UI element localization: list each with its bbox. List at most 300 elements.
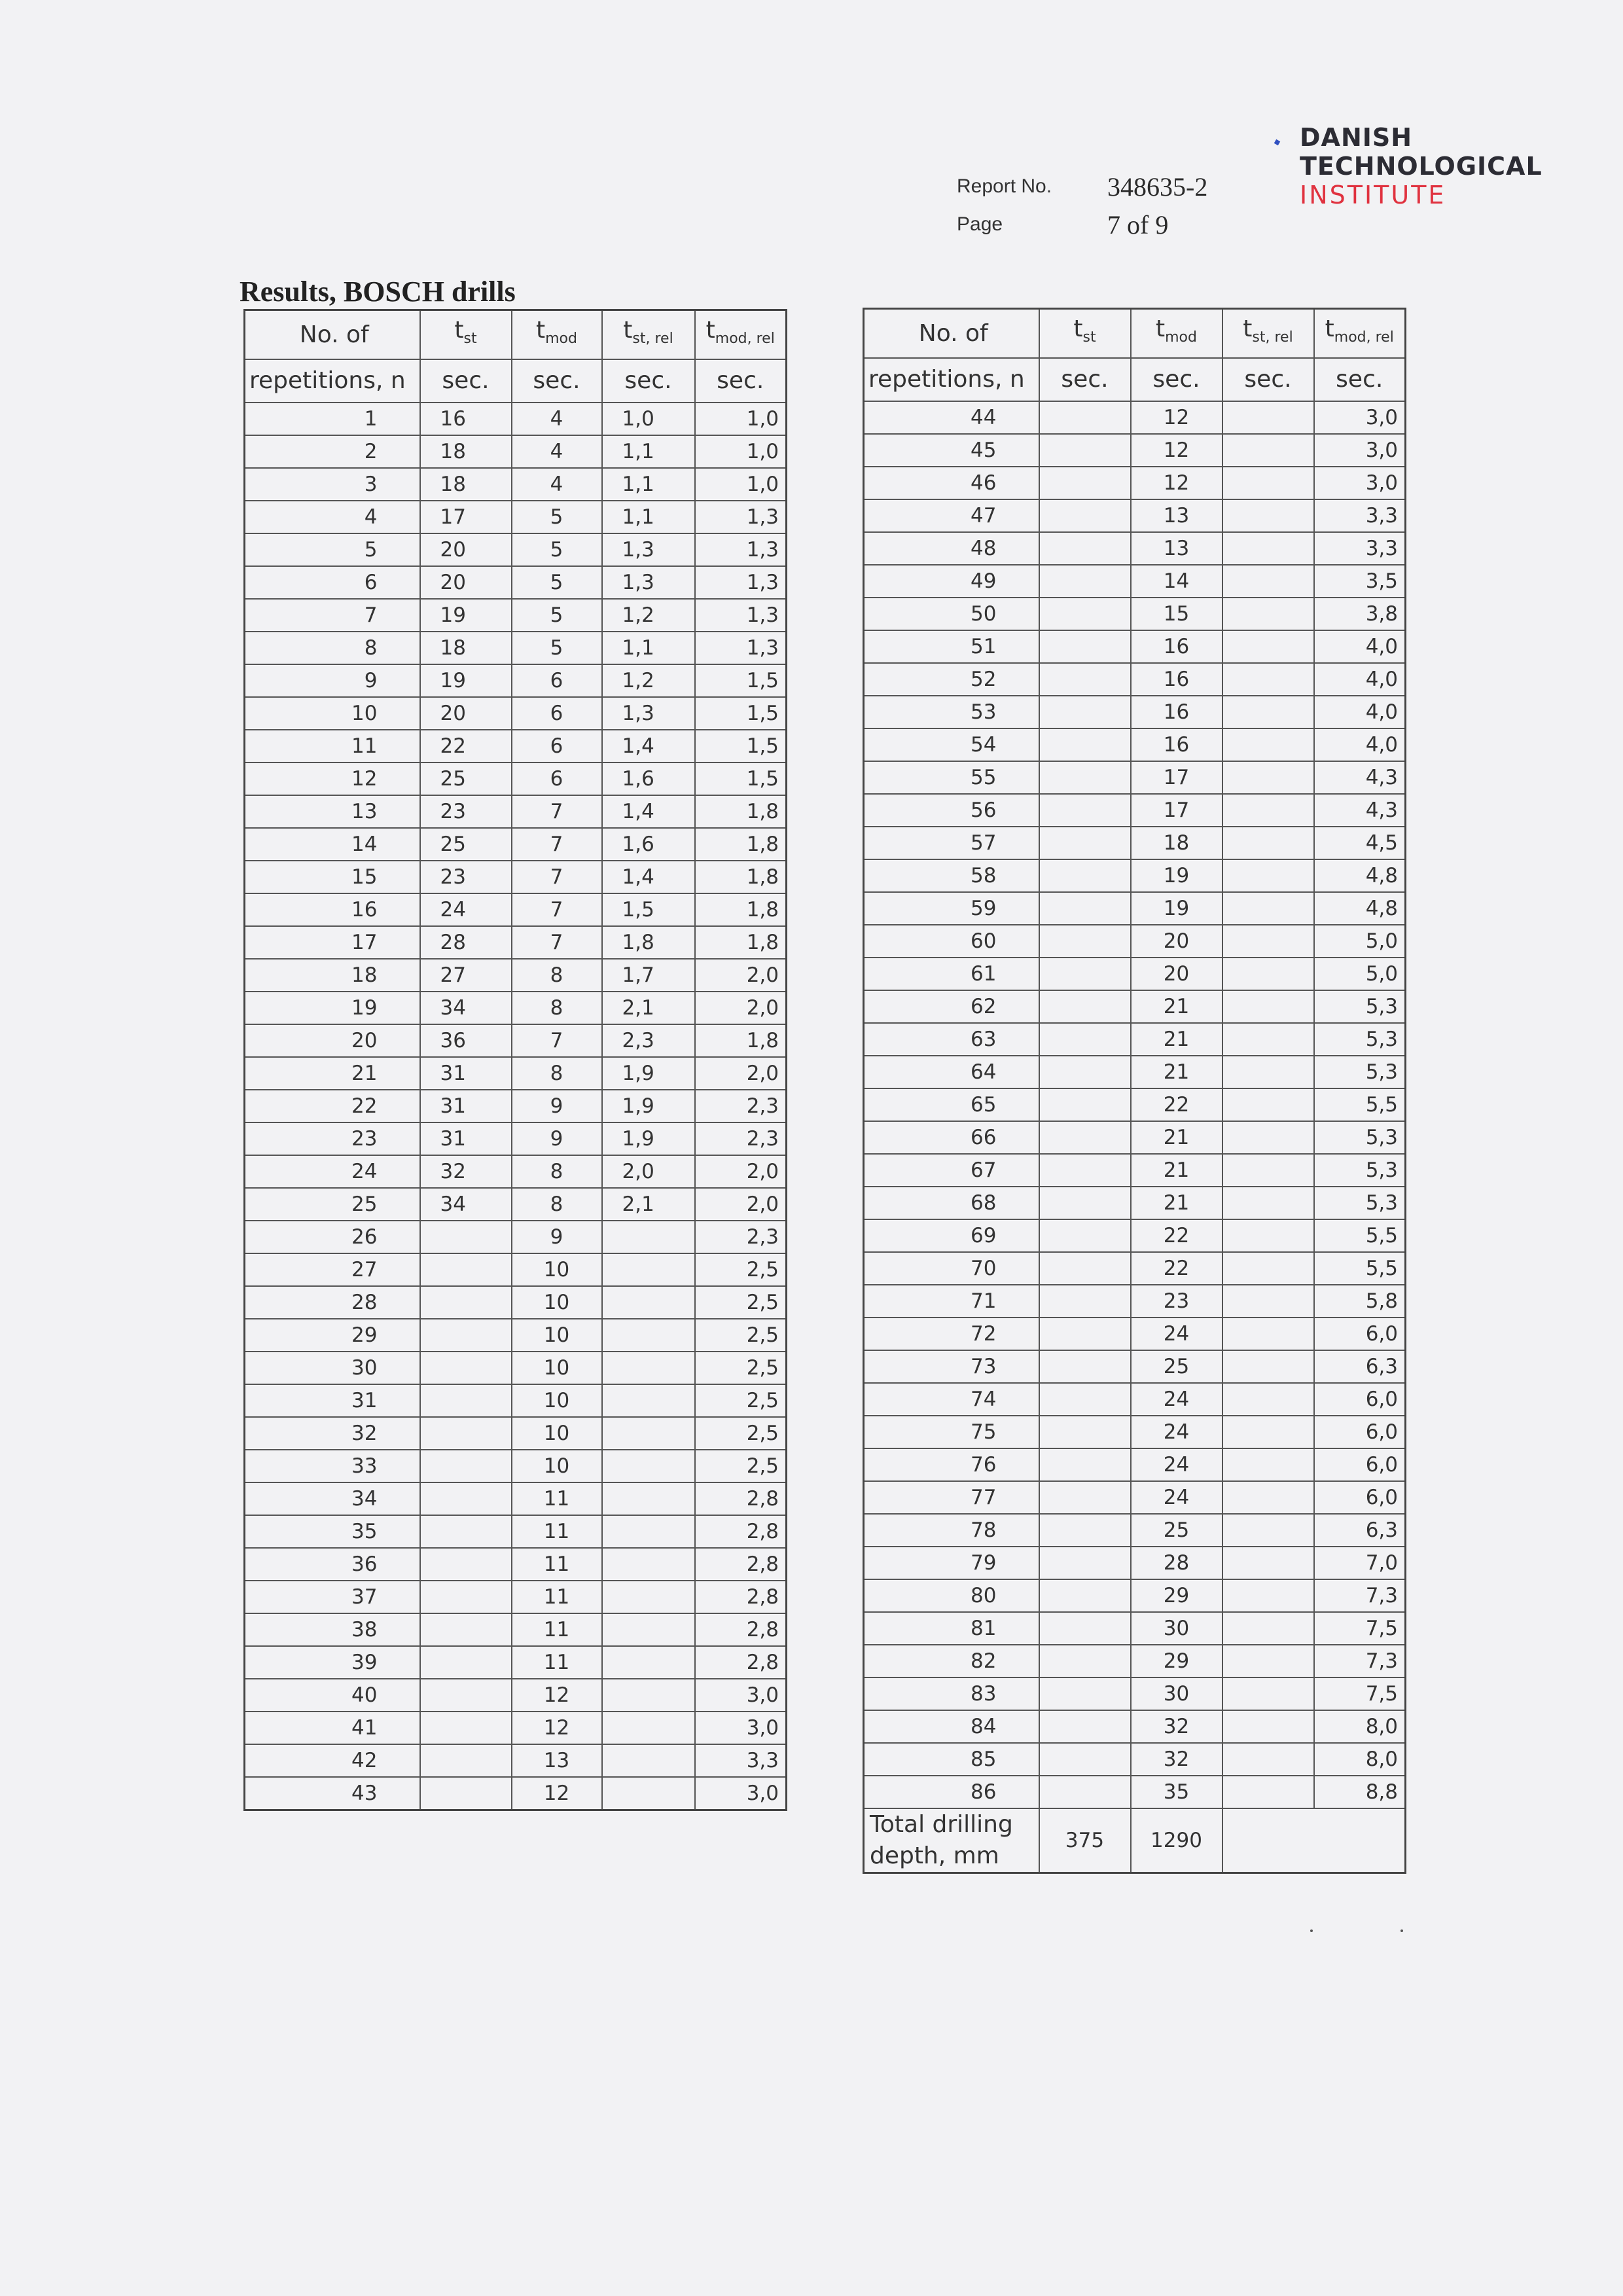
table-row [864, 598, 1406, 630]
cell-n: 71 [864, 1285, 1039, 1318]
cell-n: 58 [864, 859, 1039, 892]
cell-t-st-rel [1222, 1252, 1314, 1285]
table-row [245, 566, 787, 599]
cell-t-mod-rel: 2,0 [695, 959, 787, 992]
table-row [245, 1253, 787, 1286]
cell-t-st [1039, 1612, 1131, 1645]
cell-n: 5 [245, 533, 420, 566]
cell-t-mod: 7 [512, 828, 602, 861]
cell-t-st [1039, 794, 1131, 827]
cell-t-st-rel [1222, 1219, 1314, 1252]
cell-n: 42 [245, 1744, 420, 1777]
cell-t-mod-rel: 5,3 [1314, 1187, 1406, 1219]
cell-t-st-rel: 1,9 [602, 1057, 695, 1090]
cell-t-st [420, 1450, 512, 1482]
cell-n: 46 [864, 467, 1039, 499]
cell-t-st: 22 [420, 730, 512, 762]
cell-t-st: 19 [420, 599, 512, 632]
cell-t-mod: 21 [1131, 1154, 1222, 1187]
table-row [245, 1024, 787, 1057]
cell-t-mod: 9 [512, 1122, 602, 1155]
cell-n: 10 [245, 697, 420, 730]
table-row [245, 1712, 787, 1744]
cell-t-mod: 22 [1131, 1252, 1222, 1285]
cell-n: 16 [245, 893, 420, 926]
cell-t-st-rel: 1,4 [602, 795, 695, 828]
cell-n: 81 [864, 1612, 1039, 1645]
cell-t-mod: 21 [1131, 990, 1222, 1023]
table-row [245, 1319, 787, 1352]
cell-n: 55 [864, 761, 1039, 794]
cell-t-mod-rel: 2,5 [695, 1286, 787, 1319]
cell-n: 14 [245, 828, 420, 861]
cell-t-mod: 6 [512, 762, 602, 795]
cell-t-st-rel: 1,2 [602, 599, 695, 632]
cell-t-st [1039, 1056, 1131, 1088]
cell-t-mod-rel: 1,3 [695, 501, 787, 533]
header-unit: sec. [1039, 358, 1131, 401]
cell-t-mod-rel: 2,8 [695, 1482, 787, 1515]
cell-t-mod: 6 [512, 730, 602, 762]
logo-line-1: DANISH [1300, 123, 1413, 152]
cell-t-mod-rel: 2,5 [695, 1417, 787, 1450]
cell-t-mod-rel: 1,8 [695, 795, 787, 828]
cell-n: 38 [245, 1613, 420, 1646]
cell-t-mod: 18 [1131, 827, 1222, 859]
cell-t-st-rel: 2,3 [602, 1024, 695, 1057]
cell-t-st-rel [1222, 728, 1314, 761]
cell-n: 49 [864, 565, 1039, 598]
cell-t-st-rel [602, 1744, 695, 1777]
total-t-st: 375 [1039, 1808, 1131, 1873]
cell-t-mod-rel: 2,3 [695, 1122, 787, 1155]
cell-n: 72 [864, 1318, 1039, 1350]
cell-n: 43 [245, 1777, 420, 1810]
header-unit: sec. [512, 359, 602, 403]
left-table-body [245, 403, 787, 1810]
cell-t-st [1039, 1154, 1131, 1187]
cell-t-st-rel: 1,2 [602, 664, 695, 697]
cell-t-st [1039, 696, 1131, 728]
table-row [245, 1646, 787, 1679]
cell-t-mod-rel: 2,8 [695, 1548, 787, 1581]
cell-t-mod: 25 [1131, 1350, 1222, 1383]
cell-t-mod-rel: 7,5 [1314, 1677, 1406, 1710]
report-info [957, 168, 1207, 243]
cell-t-st-rel [1222, 1743, 1314, 1776]
cell-t-mod-rel: 4,0 [1314, 663, 1406, 696]
cell-n: 61 [864, 958, 1039, 990]
cell-t-mod: 16 [1131, 630, 1222, 663]
cell-n: 78 [864, 1514, 1039, 1547]
cell-t-st-rel [1222, 499, 1314, 532]
cell-t-st [1039, 467, 1131, 499]
cell-t-mod-rel: 3,5 [1314, 565, 1406, 598]
cell-t-st-rel [1222, 1056, 1314, 1088]
cell-t-st-rel [602, 1384, 695, 1417]
cell-t-mod-rel: 4,5 [1314, 827, 1406, 859]
cell-t-mod-rel: 5,8 [1314, 1285, 1406, 1318]
cell-t-st-rel: 1,8 [602, 926, 695, 959]
cell-t-st [420, 1417, 512, 1450]
cell-t-st-rel [1222, 598, 1314, 630]
header-t-st-rel: $t_{st, rel}$ [602, 310, 695, 360]
cell-t-mod: 24 [1131, 1416, 1222, 1448]
cell-t-mod-rel: 3,3 [1314, 499, 1406, 532]
cell-n: 37 [245, 1581, 420, 1613]
cell-t-mod-rel: 1,3 [695, 632, 787, 664]
cell-t-st [1039, 925, 1131, 958]
cell-t-st: 28 [420, 926, 512, 959]
cell-t-st-rel: 1,3 [602, 566, 695, 599]
cell-n: 26 [245, 1221, 420, 1253]
cell-t-st-rel [602, 1581, 695, 1613]
cell-t-st: 16 [420, 403, 512, 435]
cell-t-st-rel [1222, 892, 1314, 925]
cell-n: 64 [864, 1056, 1039, 1088]
cell-t-st [420, 1286, 512, 1319]
cell-t-mod: 21 [1131, 1056, 1222, 1088]
cell-t-mod: 10 [512, 1286, 602, 1319]
cell-t-mod: 11 [512, 1581, 602, 1613]
table-row [864, 1318, 1406, 1350]
cell-t-st-rel [1222, 1776, 1314, 1808]
cell-n: 45 [864, 434, 1039, 467]
cell-n: 18 [245, 959, 420, 992]
cell-t-mod-rel: 2,8 [695, 1646, 787, 1679]
header-n-line1: No. of [864, 309, 1039, 359]
cell-n: 56 [864, 794, 1039, 827]
table-row [864, 827, 1406, 859]
cell-t-st-rel [1222, 630, 1314, 663]
cell-t-mod: 5 [512, 599, 602, 632]
cell-t-st-rel [1222, 1448, 1314, 1481]
table-row [864, 565, 1406, 598]
table-row [864, 401, 1406, 434]
cell-t-st [1039, 434, 1131, 467]
cell-t-mod: 6 [512, 697, 602, 730]
cell-t-st [1039, 958, 1131, 990]
cell-t-mod: 12 [1131, 467, 1222, 499]
table-row [864, 1514, 1406, 1547]
cell-t-st-rel [602, 1646, 695, 1679]
cell-t-st [1039, 859, 1131, 892]
cell-t-mod: 12 [512, 1712, 602, 1744]
cell-t-st [420, 1646, 512, 1679]
cell-t-mod: 13 [1131, 532, 1222, 565]
cell-t-mod-rel: 1,3 [695, 533, 787, 566]
cell-t-st-rel [602, 1679, 695, 1712]
cell-n: 85 [864, 1743, 1039, 1776]
table-row [245, 1450, 787, 1482]
cell-t-mod-rel: 6,0 [1314, 1416, 1406, 1448]
cell-t-mod: 22 [1131, 1088, 1222, 1121]
cell-t-st [1039, 1776, 1131, 1808]
cell-t-st: 23 [420, 795, 512, 828]
cell-t-st-rel [1222, 401, 1314, 434]
cell-t-mod: 14 [1131, 565, 1222, 598]
cell-n: 76 [864, 1448, 1039, 1481]
cell-t-mod-rel: 5,3 [1314, 1056, 1406, 1088]
cell-t-st-rel [1222, 859, 1314, 892]
table-row [245, 1417, 787, 1450]
cell-n: 17 [245, 926, 420, 959]
cell-t-mod-rel: 3,3 [695, 1744, 787, 1777]
cell-t-st-rel: 1,3 [602, 533, 695, 566]
cell-t-mod-rel: 3,3 [1314, 532, 1406, 565]
cell-t-st [1039, 761, 1131, 794]
table-row [245, 762, 787, 795]
cell-t-st [1039, 1416, 1131, 1448]
report-number-label: Report No. [957, 175, 1052, 197]
cell-t-mod-rel: 1,3 [695, 599, 787, 632]
cell-t-mod-rel: 3,0 [695, 1777, 787, 1810]
cell-t-st-rel [1222, 663, 1314, 696]
cell-t-st: 18 [420, 468, 512, 501]
cell-t-mod: 19 [1131, 892, 1222, 925]
cell-n: 48 [864, 532, 1039, 565]
cell-t-st-rel: 1,3 [602, 697, 695, 730]
cell-t-st-rel: 1,4 [602, 730, 695, 762]
cell-t-mod-rel: 6,0 [1314, 1318, 1406, 1350]
cell-t-st-rel [1222, 794, 1314, 827]
cell-t-st-rel [1222, 1154, 1314, 1187]
cell-n: 82 [864, 1645, 1039, 1677]
cell-t-st-rel [602, 1515, 695, 1548]
cell-t-mod-rel: 2,5 [695, 1352, 787, 1384]
cell-t-mod: 19 [1131, 859, 1222, 892]
cell-t-st [1039, 663, 1131, 696]
cell-n: 84 [864, 1710, 1039, 1743]
cell-n: 25 [245, 1188, 420, 1221]
cell-t-mod: 24 [1131, 1383, 1222, 1416]
cell-t-mod: 24 [1131, 1318, 1222, 1350]
table-row [864, 925, 1406, 958]
cell-n: 74 [864, 1383, 1039, 1416]
table-row [245, 1352, 787, 1384]
cell-t-mod-rel: 1,3 [695, 566, 787, 599]
table-row [864, 1285, 1406, 1318]
header-t-mod-rel: $t_{mod, rel}$ [695, 310, 787, 360]
table-row [245, 1482, 787, 1515]
table-row [864, 434, 1406, 467]
cell-t-st-rel [1222, 1318, 1314, 1350]
table-row [864, 1448, 1406, 1481]
cell-t-mod-rel: 1,5 [695, 664, 787, 697]
cell-t-mod-rel: 2,0 [695, 992, 787, 1024]
cell-t-st [420, 1515, 512, 1548]
cell-t-st: 34 [420, 1188, 512, 1221]
cell-n: 33 [245, 1450, 420, 1482]
table-row [864, 499, 1406, 532]
cell-n: 65 [864, 1088, 1039, 1121]
cell-t-mod-rel: 7,0 [1314, 1547, 1406, 1579]
cell-t-st-rel [602, 1482, 695, 1515]
cell-t-st [420, 1712, 512, 1744]
cell-t-st [1039, 1023, 1131, 1056]
cell-n: 69 [864, 1219, 1039, 1252]
cell-t-mod: 8 [512, 959, 602, 992]
cell-n: 63 [864, 1023, 1039, 1056]
table-row [864, 1547, 1406, 1579]
cell-t-mod: 4 [512, 403, 602, 435]
cell-t-st [1039, 1121, 1131, 1154]
cell-t-st [1039, 892, 1131, 925]
table-row [864, 1154, 1406, 1187]
total-label: Total drilling depth, mm [864, 1808, 1039, 1873]
cell-t-mod-rel: 4,8 [1314, 892, 1406, 925]
cell-t-mod: 20 [1131, 958, 1222, 990]
cell-t-mod: 15 [1131, 598, 1222, 630]
cell-t-mod: 7 [512, 795, 602, 828]
cell-n: 32 [245, 1417, 420, 1450]
table-row [245, 435, 787, 468]
table-row [864, 1710, 1406, 1743]
cell-n: 23 [245, 1122, 420, 1155]
cell-t-st-rel [1222, 565, 1314, 598]
cell-t-st [1039, 1383, 1131, 1416]
cell-t-mod: 7 [512, 926, 602, 959]
cell-n: 70 [864, 1252, 1039, 1285]
cell-n: 6 [245, 566, 420, 599]
cell-t-mod-rel: 4,0 [1314, 630, 1406, 663]
cell-t-st: 19 [420, 664, 512, 697]
cell-t-mod: 10 [512, 1253, 602, 1286]
table-row [864, 532, 1406, 565]
cell-t-st-rel [602, 1417, 695, 1450]
table-row [245, 632, 787, 664]
cell-t-mod-rel: 2,3 [695, 1221, 787, 1253]
table-row [245, 1515, 787, 1548]
cell-t-mod: 16 [1131, 663, 1222, 696]
header-t-st-rel: $t_{st, rel}$ [1222, 309, 1314, 359]
table-row [864, 1088, 1406, 1121]
cell-n: 52 [864, 663, 1039, 696]
cell-t-st-rel [1222, 1710, 1314, 1743]
cell-t-st [1039, 990, 1131, 1023]
cell-t-mod: 8 [512, 1188, 602, 1221]
cell-t-mod: 8 [512, 992, 602, 1024]
table-row [245, 1286, 787, 1319]
cell-t-mod-rel: 1,0 [695, 435, 787, 468]
cell-t-st-rel [1222, 925, 1314, 958]
cell-t-mod: 12 [1131, 434, 1222, 467]
cell-t-mod-rel: 3,0 [1314, 401, 1406, 434]
cell-t-mod-rel: 7,3 [1314, 1579, 1406, 1612]
cell-t-mod-rel: 4,8 [1314, 859, 1406, 892]
cell-t-mod-rel: 1,0 [695, 468, 787, 501]
cell-t-mod: 4 [512, 435, 602, 468]
cell-t-st [420, 1352, 512, 1384]
cell-t-mod-rel: 8,0 [1314, 1710, 1406, 1743]
table-row [864, 859, 1406, 892]
cell-n: 47 [864, 499, 1039, 532]
cell-t-mod-rel: 2,8 [695, 1515, 787, 1548]
cell-t-st-rel [1222, 958, 1314, 990]
total-t-mod: 1290 [1131, 1808, 1222, 1873]
table-row [864, 663, 1406, 696]
cell-t-mod-rel: 3,0 [695, 1679, 787, 1712]
cell-n: 51 [864, 630, 1039, 663]
cell-t-mod: 9 [512, 1221, 602, 1253]
cell-t-st: 31 [420, 1090, 512, 1122]
cell-t-mod-rel: 5,5 [1314, 1252, 1406, 1285]
cell-t-st [1039, 728, 1131, 761]
cell-t-st-rel: 2,1 [602, 1188, 695, 1221]
table-row [864, 1416, 1406, 1448]
cell-t-mod-rel: 4,3 [1314, 794, 1406, 827]
cell-n: 60 [864, 925, 1039, 958]
cell-t-mod-rel: 5,3 [1314, 1023, 1406, 1056]
cell-t-mod: 24 [1131, 1481, 1222, 1514]
cell-t-st [1039, 499, 1131, 532]
cell-n: 57 [864, 827, 1039, 859]
cell-t-mod: 5 [512, 533, 602, 566]
cell-t-mod: 23 [1131, 1285, 1222, 1318]
cell-n: 40 [245, 1679, 420, 1712]
page-label: Page [957, 213, 1003, 235]
table-row [245, 959, 787, 992]
table-row [864, 630, 1406, 663]
cell-t-mod-rel: 4,0 [1314, 728, 1406, 761]
cell-t-mod: 30 [1131, 1677, 1222, 1710]
cell-t-st-rel [1222, 827, 1314, 859]
table-row [245, 926, 787, 959]
cell-t-mod: 17 [1131, 761, 1222, 794]
table-row [245, 1548, 787, 1581]
table-row [245, 501, 787, 533]
cell-n: 12 [245, 762, 420, 795]
cell-t-mod-rel: 5,0 [1314, 958, 1406, 990]
cell-t-st-rel [1222, 1645, 1314, 1677]
cell-t-st [420, 1253, 512, 1286]
header-unit: sec. [1222, 358, 1314, 401]
cell-t-mod-rel: 4,3 [1314, 761, 1406, 794]
table-row [864, 1743, 1406, 1776]
cell-t-st-rel [602, 1712, 695, 1744]
cell-t-st [1039, 1514, 1131, 1547]
cell-t-mod: 30 [1131, 1612, 1222, 1645]
cell-t-mod: 35 [1131, 1776, 1222, 1808]
cell-n: 79 [864, 1547, 1039, 1579]
cell-t-mod-rel: 1,8 [695, 893, 787, 926]
table-row [245, 1057, 787, 1090]
cell-t-mod: 7 [512, 893, 602, 926]
cell-t-st-rel: 1,1 [602, 435, 695, 468]
table-row [245, 1679, 787, 1712]
cell-t-mod: 13 [512, 1744, 602, 1777]
header-n-line2: repetitions, n [864, 358, 1039, 401]
table-row [864, 958, 1406, 990]
cell-t-mod-rel: 1,0 [695, 403, 787, 435]
cell-t-mod: 24 [1131, 1448, 1222, 1481]
cell-t-st-rel: 2,0 [602, 1155, 695, 1188]
cell-t-st-rel [602, 1286, 695, 1319]
cell-t-st: 20 [420, 697, 512, 730]
cell-t-st [1039, 1710, 1131, 1743]
table-row [864, 1776, 1406, 1808]
cell-t-st: 24 [420, 893, 512, 926]
cell-t-st-rel [602, 1352, 695, 1384]
cell-n: 8 [245, 632, 420, 664]
cell-t-mod-rel: 5,0 [1314, 925, 1406, 958]
cell-t-st [1039, 1677, 1131, 1710]
cell-t-mod-rel: 1,5 [695, 730, 787, 762]
cell-t-st-rel: 1,1 [602, 632, 695, 664]
cell-t-mod-rel: 2,0 [695, 1188, 787, 1221]
cell-t-mod: 22 [1131, 1219, 1222, 1252]
cell-t-mod: 11 [512, 1646, 602, 1679]
